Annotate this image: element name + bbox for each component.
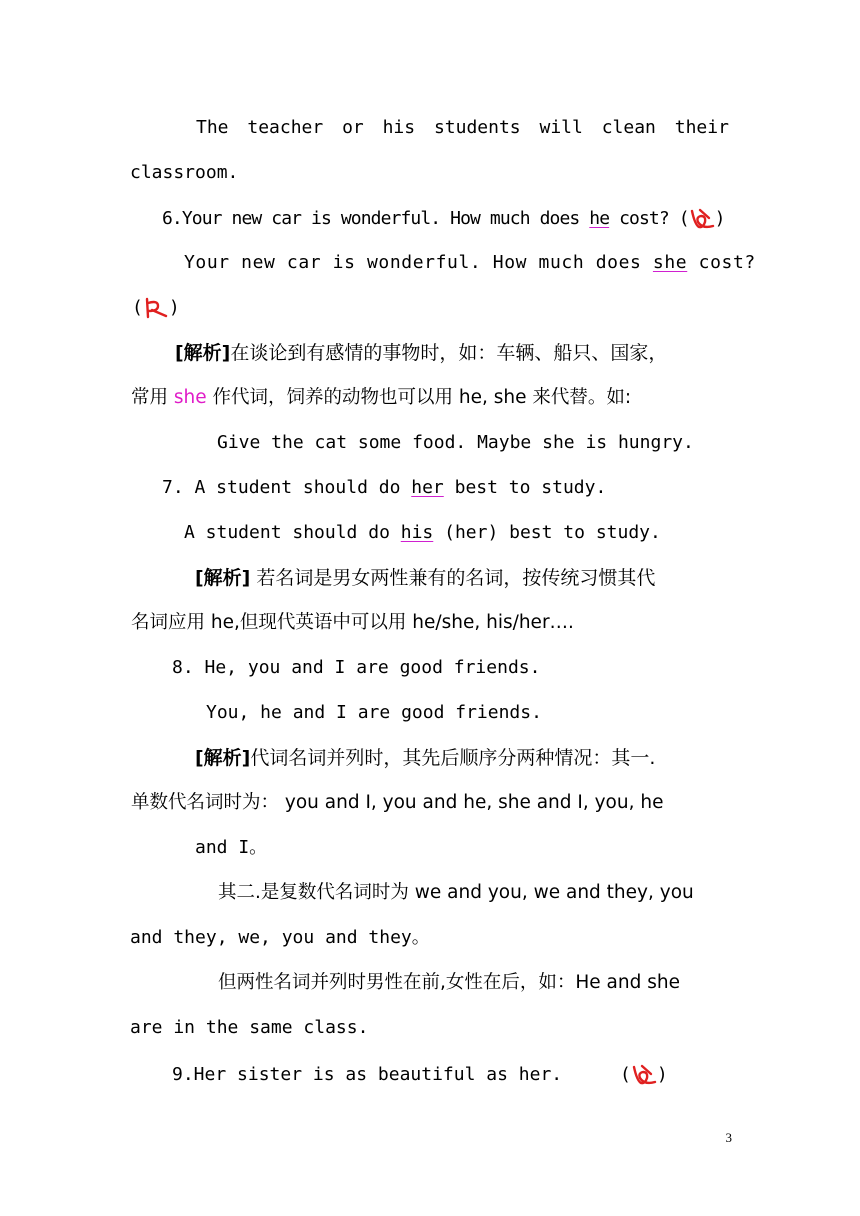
line-12: 名词应用 he,但现代英语中可以用 he/she, his/her…. xyxy=(131,612,574,633)
word: The xyxy=(196,117,229,138)
line-6: [解析]在谈论到有感情的事物时，如：车辆、船只、国家， xyxy=(175,342,668,364)
wrong-mark-icon xyxy=(689,207,715,231)
line-8: Give the cat some food. Maybe she is hungry. xyxy=(217,432,694,453)
page-number: 3 xyxy=(725,1130,732,1145)
analysis-tag: [解析] xyxy=(175,342,231,364)
line-22-mark: ( ) xyxy=(620,1064,668,1085)
line-9: 7. A student should do her best to study. xyxy=(162,477,607,498)
line-10: A student should do his (her) best to study. xyxy=(184,522,661,543)
word: will xyxy=(539,117,583,138)
word: his xyxy=(382,117,416,138)
correct-mark-icon xyxy=(143,296,169,320)
line-5: ( ) xyxy=(132,297,180,318)
underlined-pronoun: his xyxy=(400,522,434,543)
analysis-tag: [解析] xyxy=(195,567,251,589)
line-4: Your new car is wonderful. How much does she cost? xyxy=(184,252,756,273)
line-13: 8. He, you and I are good friends. xyxy=(172,657,541,678)
underlined-pronoun: she xyxy=(652,252,688,273)
line-21: are in the same class. xyxy=(130,1017,369,1038)
word: teacher xyxy=(247,117,324,138)
line-17: and I。 xyxy=(195,837,268,858)
line-3: 6.Your new car is wonderful. How much does he cost? ( ) xyxy=(162,208,725,229)
word: clean xyxy=(601,117,656,138)
line-7: 常用 she 作代词，饲养的动物也可以用 he, she 来代替。如: xyxy=(131,387,632,408)
line-16: 单数代名词时为： you and I, you and he, she and I, you, he xyxy=(131,792,664,813)
line-14: You, he and I are good friends. xyxy=(206,702,542,723)
line-2: classroom. xyxy=(130,162,239,183)
analysis-tag: [解析] xyxy=(195,747,251,769)
line-11: [解析] 若名词是男女两性兼有的名词，按传统习惯其代 xyxy=(195,567,656,589)
word: or xyxy=(342,117,364,138)
line-15: [解析]代词名词并列时，其先后顺序分两种情况：其一. xyxy=(195,747,656,769)
line-1 xyxy=(196,116,729,140)
underlined-pronoun: he xyxy=(589,208,610,229)
underlined-pronoun: her xyxy=(411,477,444,498)
highlighted-word: she xyxy=(173,387,207,408)
wrong-mark-icon xyxy=(631,1063,657,1087)
line-18: 其二.是复数代名词时为 we and you, we and they, you xyxy=(218,882,694,903)
line-19: and they, we, you and they。 xyxy=(130,927,430,948)
line-20: 但两性名词并列时男性在前,女性在后，如：He and she xyxy=(218,972,680,993)
word: students xyxy=(433,117,521,138)
line-22: 9.Her sister is as beautiful as her. xyxy=(172,1064,563,1085)
word: their xyxy=(674,117,729,138)
